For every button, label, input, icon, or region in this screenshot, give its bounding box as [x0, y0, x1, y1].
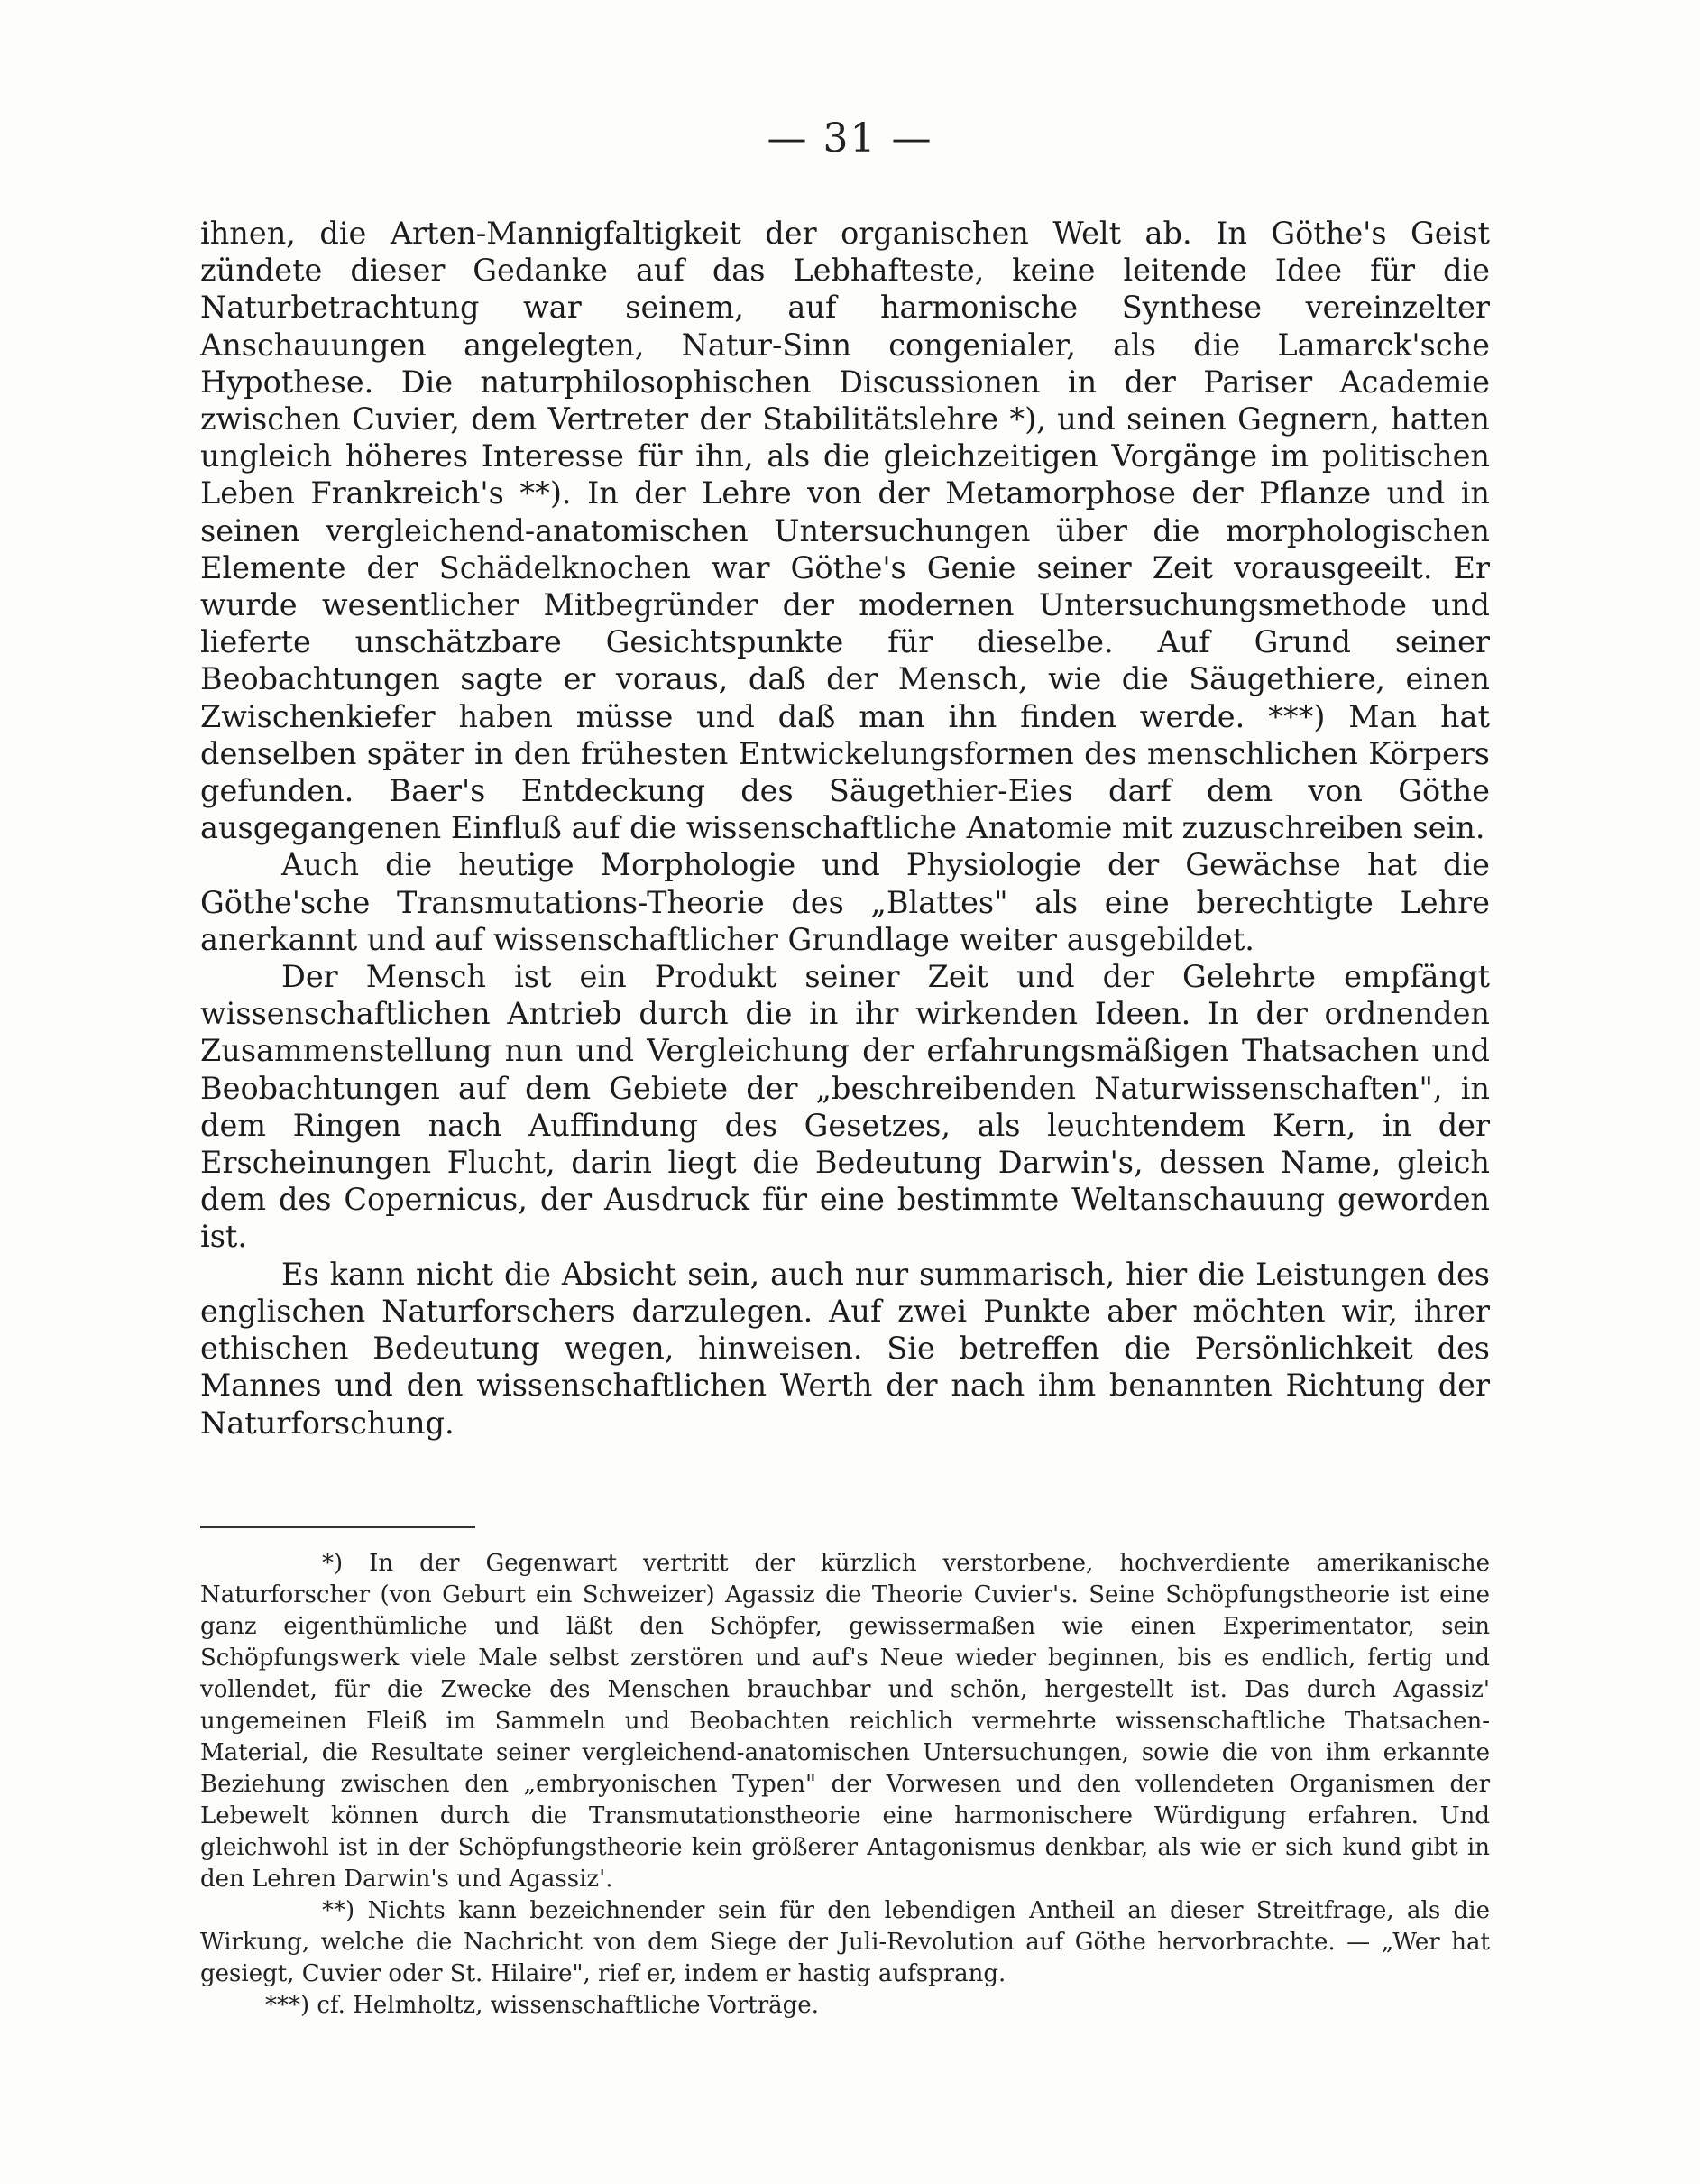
footnote-divider — [200, 1526, 475, 1528]
paragraph: Der Mensch ist ein Produkt seiner Zeit und der Gelehrte empfängt wissenschaftlichen Antrieb durch die in ihr wirkenden Ideen. In der ordnenden Zusammenstellung nun und Vergleichung der erfahrungsmäßigen Thatsachen und Beobachtungen auf dem Gebiete der „beschreibenden Naturwissenschaften", in dem Ringen nach Auffindung des Gesetzes, als leuchtendem Kern, in der Erscheinungen Flucht, darin liegt die Bedeutung Darwin's, dessen Name, gleich dem des Copernicus, der Ausdruck für eine bestimmte Weltanschauung geworden ist. — [200, 959, 1490, 1255]
paragraph: Auch die heutige Morphologie und Physiologie der Gewächse hat die Göthe'sche Transmutations-Theorie des „Blattes" als eine berechtigte Lehre anerkannt und auf wissenschaftlicher Grundlage weiter ausgebildet. — [200, 847, 1490, 957]
footnotes — [200, 1548, 1490, 2022]
footnote: *) In der Gegenwart vertritt der kürzlich verstorbene, hochverdiente amerikanische Naturforscher (von Geburt ein Schweizer) Agassiz die Theorie Cuvier's. Seine Schöpfungstheorie ist eine ganz eigenthümliche und läßt den Schöpfer, gewissermaßen wie einen Experimentator, sein Schöpfungswerk viele Male selbst zerstören und auf's Neue wieder beginnen, bis es endlich, fertig und vollendet, für die Zwecke des Menschen brauchbar und schön, hergestellt ist. Das durch Agassiz' ungemeinen Fleiß im Sammeln und Beobachten reichlich vermehrte wissenschaftliche Thatsachen-Material, die Resultate seiner vergleichend-anatomischen Untersuchungen, sowie die von ihm erkannte Beziehung zwischen den „embryonischen Typen" der Vorwesen und den vollendeten Organismen der Lebewelt können durch die Transmutationstheorie eine harmonischere Würdigung erfahren. Und gleichwohl ist in der Schöpfungstheorie kein größerer Antagonismus denkbar, als wie er sich kund gibt in den Lehren Darwin's und Agassiz'. — [200, 1550, 1490, 1893]
paragraph: ihnen, die Arten-Mannigfaltigkeit der organischen Welt ab. In Göthe's Geist zündete dieser Gedanke auf das Lebhafteste, keine leitende Idee für die Naturbetrachtung war seinem, auf harmonische Synthese vereinzelter Anschauungen angelegten, Natur-Sinn congenialer, als die Lamarck'sche Hypothese. Die naturphilosophischen Discussionen in der Pariser Academie zwischen Cuvier, dem Vertreter der Stabilitätslehre *), und seinen Gegnern, hatten ungleich höheres Interesse für ihn, als die gleichzeitigen Vorgänge im politischen Leben Frankreich's **). In der Lehre von der Metamorphose der Pflanze und in seinen vergleichend-anatomischen Untersuchungen über die morphologischen Elemente der Schädelknochen war Göthe's Genie seiner Zeit vorausgeeilt. Er wurde wesentlicher Mitbegründer der modernen Untersuchungsmethode und lieferte unschätzbare Gesichtspunkte für dieselbe. Auf Grund seiner Beobachtungen sagte er voraus, daß der Mensch, wie die Säugethiere, einen Zwischenkiefer haben müsse und daß man ihn finden werde. ***) Man hat denselben später in den frühesten Entwickelungsformen des menschlichen Körpers gefunden. Baer's Entdeckung des Säugethier-Eies darf dem von Göthe ausgegangenen Einfluß auf die wissenschaftliche Anatomie mit zuzuschreiben sein. — [200, 216, 1490, 846]
paragraph: Es kann nicht die Absicht sein, auch nur summarisch, hier die Leistungen des englischen Naturforschers darzulegen. Auf zwei Punkte aber möchten wir, ihrer ethischen Bedeutung wegen, hinweisen. Sie betreffen die Persönlichkeit des Mannes und den wissenschaftlichen Werth der nach ihm benannten Richtung der Naturforschung. — [200, 1256, 1490, 1441]
page-number: — 31 — — [767, 115, 933, 161]
main-text — [200, 215, 1490, 1442]
footnote: ***) cf. Helmholtz, wissenschaftliche Vorträge. — [265, 1992, 819, 2019]
footnote: **) Nichts kann bezeichnender sein für den lebendigen Antheil an dieser Streitfrage, als die Wirkung, welche die Nachricht von dem Siege der Juli-Revolution auf Göthe hervorbrachte. — „Wer hat gesiegt, Cuvier oder St. Hilaire", rief er, indem er hastig aufsprang. — [200, 1897, 1490, 1987]
